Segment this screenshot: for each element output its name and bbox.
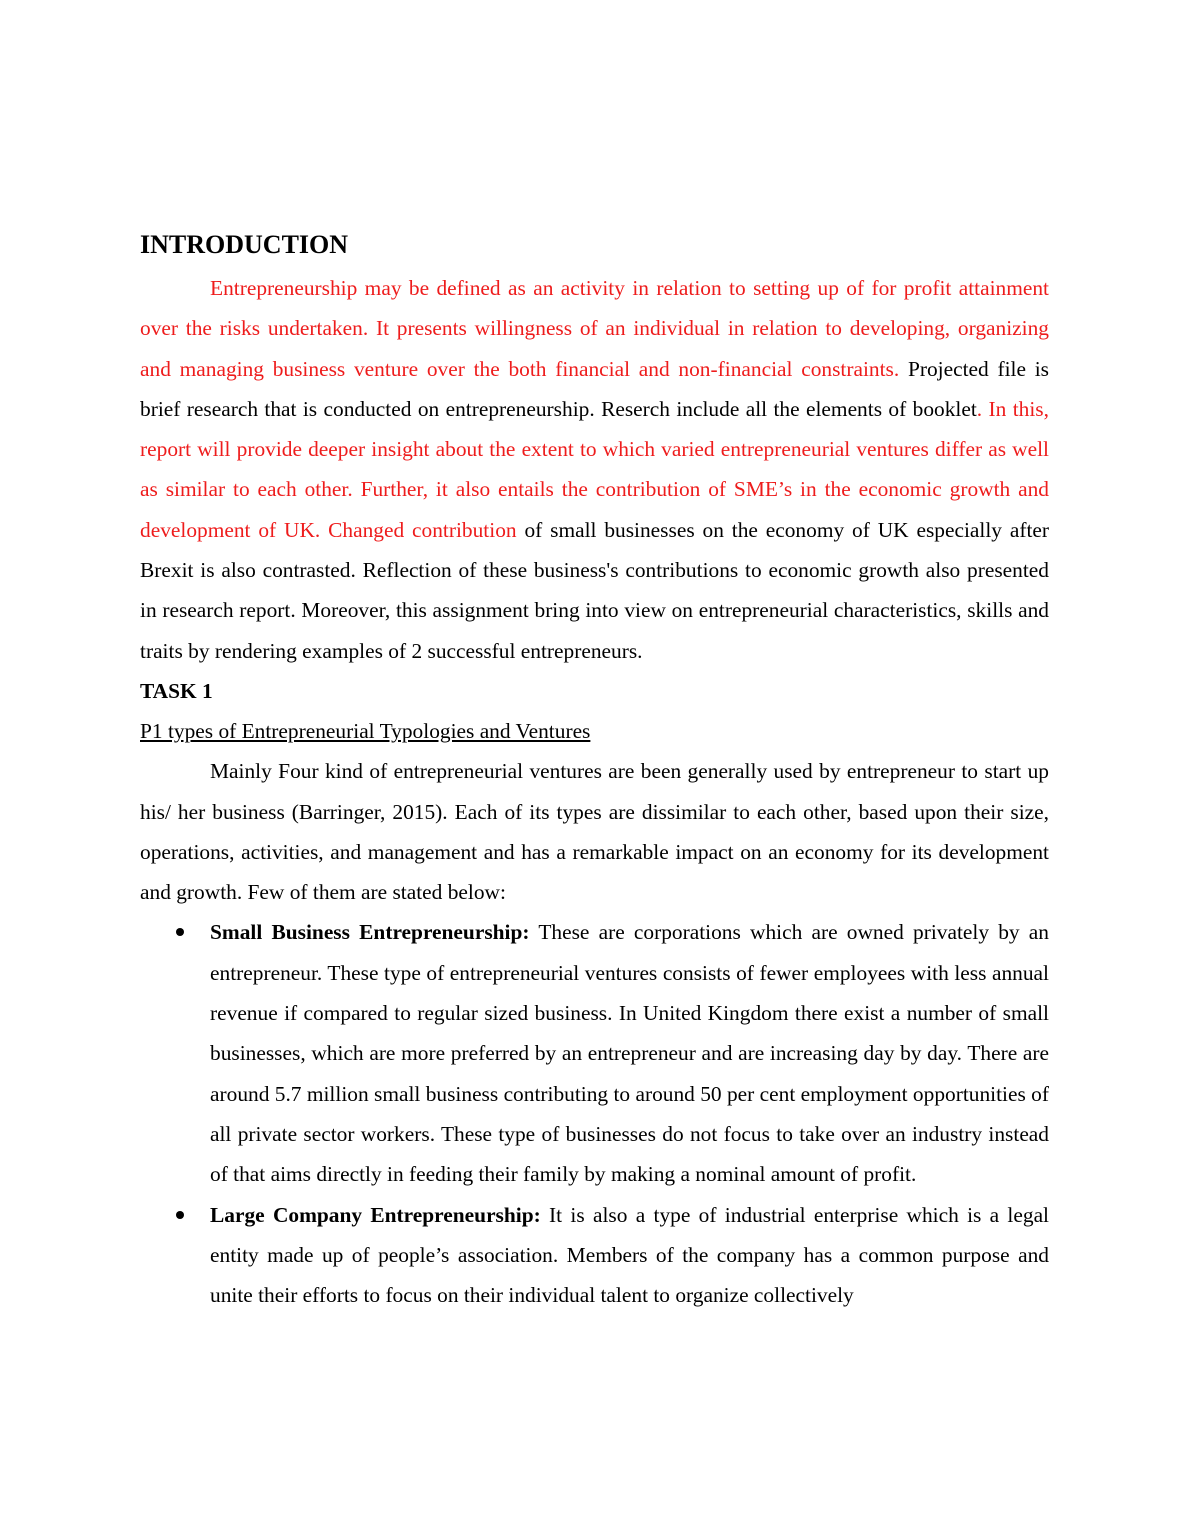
intro-text-1: Projected file is brief research that is conducted on entrepreneurship. Reserch include all the elements of booklet — [140, 356, 1049, 421]
list-item-title: Small Business Entrepreneurship: — [210, 920, 530, 945]
list-item-title: Large Company Entrepreneurship: — [210, 1202, 541, 1227]
document-page — [140, 228, 1049, 1315]
list-item — [140, 1195, 1049, 1316]
intro-red-text-2: . In this, report will provide deeper insight about the extent to which varied entrepreneurial ventures differ as well as similar to each other. Further, it also entails the contribution of SME’s in the economic growth and development of UK. Changed contribution — [140, 396, 1049, 542]
bullet-icon — [176, 928, 184, 936]
page-title: INTRODUCTION — [140, 230, 349, 259]
bullet-icon — [176, 1211, 184, 1219]
task-paragraph: Mainly Four kind of entrepreneurial ventures are been generally used by entrepreneur to start up his/ her business (Barringer, 2015). Each of its types are dissimilar to each other, based upon their size, operations, activities, and management and has a remarkable impact on an economy for its development and growth. Few of them are stated below: — [140, 759, 1049, 905]
intro-paragraph — [140, 268, 1049, 671]
intro-red-text-1: Entrepreneurship may be defined as an activity in relation to setting up of for profit attainment over the risks undertaken. It presents willingness of an individual in relation to developing, organizing and managing business venture over the both financial and non-financial constraints. — [140, 276, 1049, 381]
task-heading: TASK 1 — [140, 678, 213, 703]
list-item — [140, 912, 1049, 1194]
list-item-text: These are corporations which are owned privately by an entrepreneur. These type of entrepreneurial ventures consists of fewer employees with less annual revenue if compared to regular sized business. In United Kingdom there exist a number of small businesses, which are more preferred by an entrepreneur and are increasing day by day. There are around 5.7 million small business contributing to around 50 per cent employment opportunities of all private sector workers. These type of businesses do not focus to take over an industry instead of that aims directly in feeding their family by making a nominal amount of profit. — [210, 920, 1049, 1187]
venture-list — [140, 912, 1049, 1315]
intro-text-2: of small businesses on the economy of UK especially after Brexit is also contrasted. Reflection of these business's contributions to economic growth also presented in research report. Moreover, this assignment bring into view on entrepreneurial characteristics, skills and traits by rendering examples of 2 successful entrepreneurs. — [140, 517, 1050, 663]
list-item-text: It is also a type of industrial enterprise which is a legal entity made up of people’s association. Members of the company has a common purpose and unite their efforts to focus on their individual talent to organize collectively — [210, 1202, 1050, 1308]
section-subheading-text: P1 types of Entrepreneurial Typologies and Ventures — [140, 719, 591, 744]
section-subheading — [140, 711, 1049, 751]
